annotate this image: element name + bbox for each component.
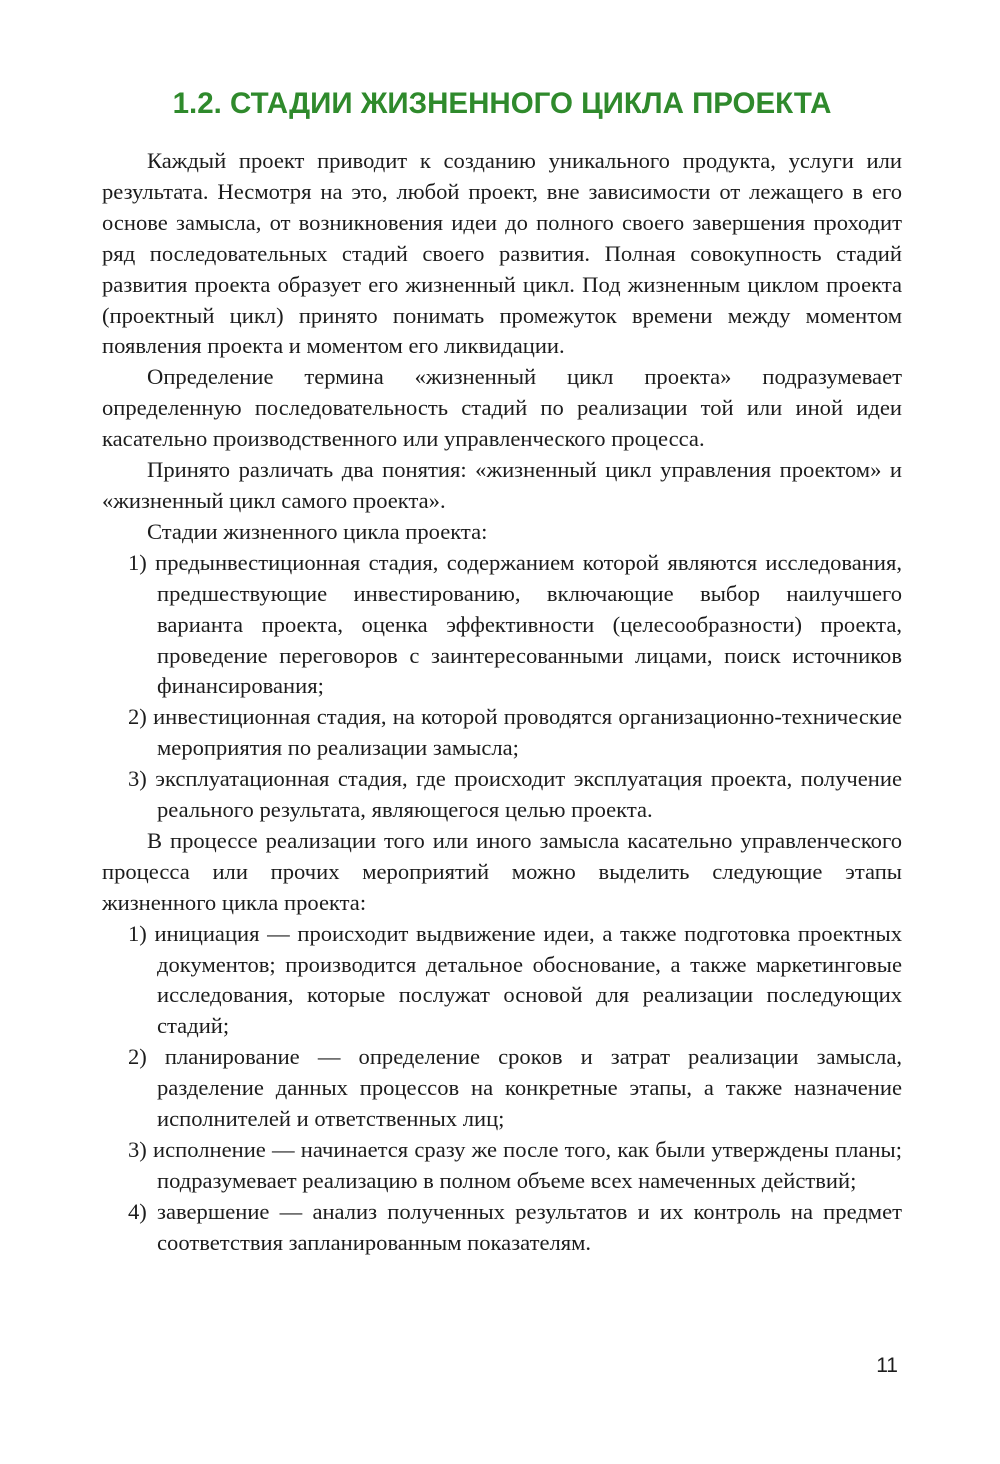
phases-list bbox=[102, 919, 902, 1259]
book-page bbox=[102, 0, 902, 1464]
list-item: 1) предынвестиционная стадия, содержанием которой являются исследования, предшествующие инвестированию, включающие выбор наилучшего варианта проекта, оценка эффективности (целесообразности) проекта, проведение переговоров с заинтересованными лицами, поиск источников финансирования; bbox=[128, 549, 902, 699]
list-item: 1) инициация — происходит выдвижение идеи, а также подготовка проектных документов; производится детальное обоснование, а также маркетинговые исследования, которые послужат основой для реализации последующих стадий; bbox=[128, 920, 902, 1039]
list-item: 3) исполнение — начинается сразу же после того, как были утверждены планы; подразумевает реализацию в полном объеме всех намеченных действий; bbox=[128, 1137, 902, 1193]
list-item: 2) инвестиционная стадия, на которой проводятся организационно-технические мероприятия по реализации замысла; bbox=[128, 704, 902, 761]
page-number: 11 bbox=[876, 1354, 898, 1377]
list-item: 3) эксплуатационная стадия, где происходит эксплуатация проекта, получение реального результата, являющегося целью проекта. bbox=[128, 766, 902, 823]
paragraph-intro: Каждый проект приводит к созданию уникального продукта, услуги или результата. Несмотря на это, любой проект, вне зависимости от лежащего в его основе замысла, от возникновения идеи до полного своего завершения проходит ряд последовательных стадий своего развития. Полная совокупность стадий развития проекта образует его жизненный цикл. Под жизненным циклом проекта (проектный цикл) принято понимать промежуток времени между моментом появления проекта и моментом его ликвидации. bbox=[102, 148, 902, 359]
paragraph-definition: Определение термина «жизненный цикл проекта» подразумевает определенную последовательность стадий по реализации той или иной идеи касательно производственного или управленческого процесса. bbox=[102, 364, 902, 452]
paragraph-two-concepts: Принято различать два понятия: «жизненный цикл управления проектом» и «жизненный цикл самого проекта». bbox=[102, 457, 902, 513]
paragraph-stages-heading: Стадии жизненного цикла проекта: bbox=[147, 518, 488, 544]
page-body bbox=[102, 146, 902, 1259]
paragraph-phases-intro: В процессе реализации того или иного замысла касательно управленческого процесса или прочих мероприятий можно выделить следующие этапы жизненного цикла проекта: bbox=[102, 827, 902, 915]
list-item: 4) завершение — анализ полученных результатов и их контроль на предмет соответствия запланированным показателям. bbox=[128, 1198, 902, 1255]
stages-list bbox=[102, 548, 902, 826]
list-item: 2) планирование — определение сроков и затрат реализации замысла, разделение данных процессов на конкретные этапы, а также назначение исполнителей и ответственных лиц; bbox=[128, 1044, 902, 1132]
section-title: 1.2. СТАДИИ ЖИЗНЕННОГО ЦИКЛА ПРОЕКТА bbox=[172, 87, 832, 120]
